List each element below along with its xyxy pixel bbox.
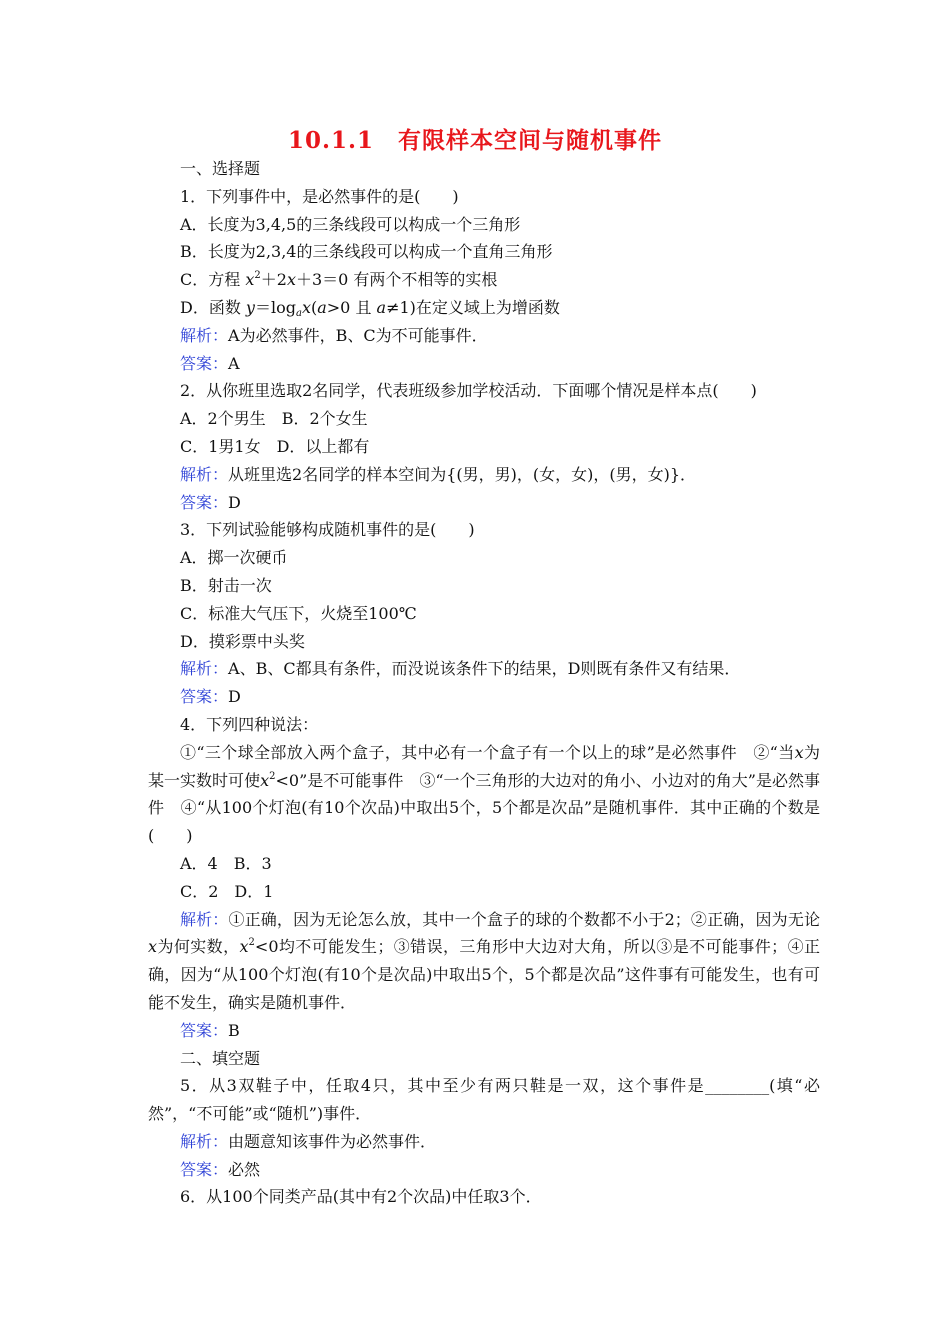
answer-label: 答案： [180, 353, 229, 373]
question-1-option-a: A．长度为3,4,5的三条线段可以构成一个三角形 [180, 214, 521, 234]
question-4-options-cd: C．2 D．1 [180, 881, 274, 901]
question-4-options-ab: A．4 B．3 [180, 853, 272, 873]
question-6-stem: 6．从100个同类产品(其中有2个次品)中任取3个． [180, 1187, 542, 1207]
question-1-stem: 1．下列事件中，是必然事件的是( ) [180, 186, 459, 206]
answer-label: 答案： [180, 1020, 229, 1040]
analysis-label: 解析： [180, 659, 229, 679]
question-4-statements: ①“三个球全部放入两个盒子，其中必有一个盒子有一个以上的球”是必然事件 ②“当x为某一实数时可使$x^2<0$”是不可能事件 ③“一个三角形的大边对的角小、小边对的角大”是必然事件 ④“从100个灯泡(有10个次品)中取出5个，5个都是次品”是随机事件．其中正确的个数是( ) [148, 742, 820, 846]
question-1-option-d: D．函数 $y=\log_ax(a>0$ 且 a≠1)在定义域上为增函数 [180, 297, 560, 319]
question-4-stem: 4．下列四种说法： [180, 714, 319, 734]
question-2-options-ab: A．2个男生 B．2个女生 [180, 409, 368, 429]
question-2-options-cd: C．1男1女 D．以上都有 [180, 436, 370, 456]
question-3-option-c: C．标准大气压下，火烧至100℃ [180, 603, 417, 623]
question-2-analysis: 解析：从班里选2名同学的样本空间为{(男，男)，(女，女)，(男，女)}． [180, 464, 697, 484]
question-3-option-d: D．摸彩票中头奖 [180, 631, 305, 651]
answer-label: 答案： [180, 492, 229, 512]
question-3-option-b: B．射击一次 [180, 575, 272, 595]
question-2-answer: 答案：D [180, 492, 241, 512]
question-2-stem: 2．从你班里选取2名同学，代表班级参加学校活动．下面哪个情况是样本点( ) [180, 381, 757, 401]
question-4-analysis: 解析：①正确，因为无论怎么放，其中一个盒子的球的个数都不小于2；②正确，因为无论x为何实数，$x^2<0$均不可能发生；③错误，三角形中大边对大角，所以③是不可能事件；④正确，因为“从100个灯泡(有10个是次品)中取出5个，5个都是次品”这件事有可能发生，也有可能不发生，确实是随机事件． [148, 909, 820, 1012]
answer-label: 答案： [180, 687, 229, 707]
question-5-analysis: 解析：由题意知该事件为必然事件． [180, 1131, 437, 1151]
question-5-answer: 答案：必然 [180, 1159, 261, 1179]
section-heading-choice: 一、选择题 [180, 159, 261, 178]
answer-label: 答案： [180, 1159, 229, 1179]
document-body [148, 155, 820, 1211]
page-title: 10.1.1 有限样本空间与随机事件 [287, 127, 663, 154]
analysis-label: 解析： [180, 1131, 229, 1151]
analysis-label: 解析： [180, 909, 229, 929]
question-1-analysis: 解析：A为必然事件，B、C为不可能事件． [180, 325, 488, 345]
question-5-stem: 5．从3双鞋子中，任取4只，其中至少有两只鞋是一双，这个事件是________(填“必然”，“不可能”或“随机”)事件． [148, 1076, 820, 1124]
question-1-option-c: C．方程 $x^2+2x+3=0$ 有两个不相等的实根 [180, 270, 498, 290]
section-heading-fill: 二、填空题 [180, 1048, 261, 1068]
question-1-option-b: B．长度为2,3,4的三条线段可以构成一个直角三角形 [180, 242, 553, 262]
question-4-answer: 答案：B [180, 1020, 240, 1040]
analysis-label: 解析： [180, 325, 229, 345]
question-1-answer: 答案：A [180, 353, 240, 373]
question-3-option-a: A．掷一次硬币 [180, 548, 288, 568]
analysis-label: 解析： [180, 464, 229, 484]
question-3-analysis: 解析：A、B、C都具有条件，而没说该条件下的结果，D则既有条件又有结果． [180, 659, 741, 679]
question-3-stem: 3．下列试验能够构成随机事件的是( ) [180, 520, 475, 540]
question-3-answer: 答案：D [180, 687, 241, 707]
